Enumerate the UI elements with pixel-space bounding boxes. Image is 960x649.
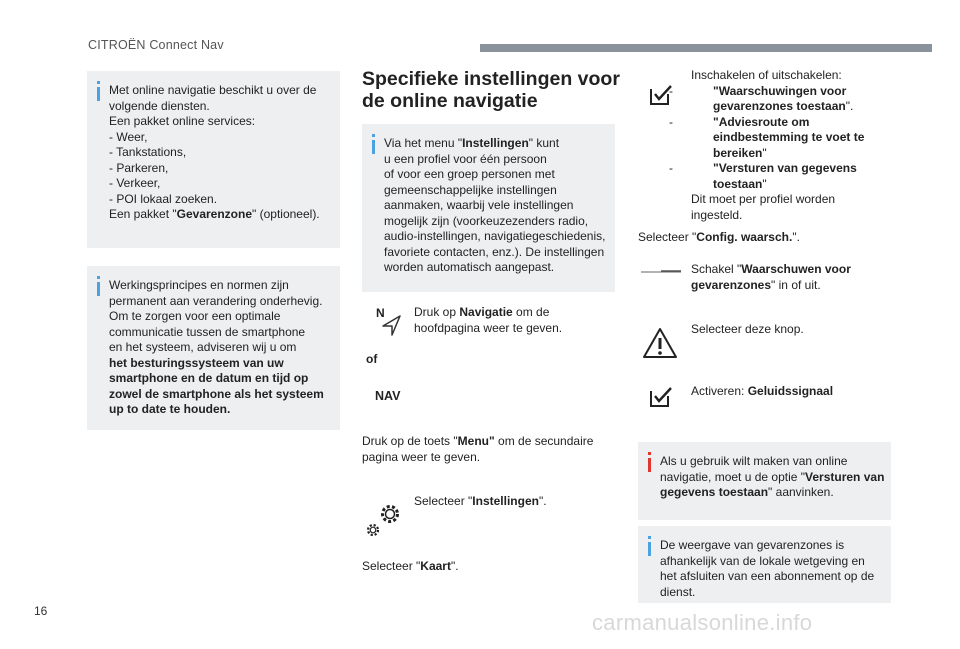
list-item: - Verkeer, xyxy=(109,176,161,190)
watermark: carmanualsonline.info xyxy=(592,610,813,635)
info-icon xyxy=(97,87,100,101)
info-icon xyxy=(648,542,651,556)
text-line: Met online navigatie beschikt u over de xyxy=(109,83,317,97)
text-line: of voor een groep personen met xyxy=(384,167,555,181)
step-select-map: Selecteer "Kaart". xyxy=(362,559,459,573)
text-line: mogelijk zijn (voorkeuzezenders radio, xyxy=(384,213,589,228)
step-activate-sound: Activeren: Geluidssignaal xyxy=(691,384,834,398)
text-line: audio-instellingen, navigatiegeschiedenis, xyxy=(384,229,606,243)
info-box-legislation xyxy=(638,526,891,603)
text-line: volgende diensten. xyxy=(109,98,210,113)
text-line: Een pakket "Gevarenzone" (optioneel). xyxy=(109,207,320,221)
settings-gears-icon xyxy=(365,498,407,540)
text-line: up to date te houden. xyxy=(109,402,231,416)
text-line: navigatie, moet u de optie "Versturen van xyxy=(660,469,885,484)
running-header: CITROËN Connect Nav xyxy=(88,38,224,52)
step-press-navigation: Druk op Navigatie om de hoofdpagina weer te geven. xyxy=(414,305,563,335)
text-line: Via het menu "Instellingen" kunt xyxy=(384,136,560,150)
info-box-settings xyxy=(362,124,615,292)
text-line: zowel de smartphone als het systeem xyxy=(109,386,324,401)
info-icon xyxy=(97,282,100,296)
text-line: Als u gebruik wilt maken van online xyxy=(660,454,848,468)
navigation-icon xyxy=(374,306,404,336)
text-line: u een profiel voor één persoon xyxy=(384,151,547,166)
text-line: Om te zorgen voor een optimale xyxy=(109,309,281,323)
text-line: De weergave van gevarenzones is xyxy=(660,538,845,552)
toggle-options: Inschakelen of uitschakelen: - "Waarschuwingen voor gevarenzones toestaan". - "Adviesroute om eindbestemming te voet te bereiken" - "Versturen van gegevens toestaan" Dit moet per profiel worden ingesteld. xyxy=(669,68,865,222)
list-item: - Weer, xyxy=(109,129,148,144)
text-line: worden automatisch aangepast. xyxy=(384,260,555,274)
warning-box-send-data xyxy=(638,442,891,520)
page-number: 16 xyxy=(34,604,48,618)
compass-north-label: N xyxy=(376,306,385,320)
text-line: Werkingsprincipes en normen zijn xyxy=(109,278,289,292)
step-select-settings: Selecteer "Instellingen". xyxy=(414,494,547,508)
info-icon xyxy=(372,140,375,154)
text-line: Een pakket online services: xyxy=(109,114,256,128)
step-select-button: Selecteer deze knop. xyxy=(691,322,804,336)
checkbox-check-icon xyxy=(649,386,673,408)
text-line: favoriete contacten, enz.). De instellingen xyxy=(384,244,605,259)
warning-triangle-icon xyxy=(641,326,679,360)
header-rule xyxy=(480,44,932,52)
warning-icon xyxy=(648,458,651,472)
step-switch-warning: Schakel "Waarschuwen voor gevarenzones" in of uit. xyxy=(691,262,851,292)
list-item: - Parkeren, xyxy=(109,160,169,175)
info-box-standards xyxy=(87,266,340,430)
text-line: het afsluiten van een abonnement op de xyxy=(660,569,875,583)
text-line: smartphone en de datum en tijd op xyxy=(109,371,309,385)
text-line: en het systeem, adviseren wij u om xyxy=(109,340,297,354)
step-press-menu: Druk op de toets "Menu" om de secundaire pagina weer te geven. xyxy=(362,434,594,464)
list-item: - Tankstations, xyxy=(109,145,187,159)
step-select-config: Selecteer "Config. waarsch.". xyxy=(638,230,800,244)
list-item: - POI lokaal zoeken. xyxy=(109,191,218,206)
text-line: communicatie tussen de smartphone xyxy=(109,324,306,339)
text-line: permanent aan verandering onderhevig. xyxy=(109,293,323,308)
or-label: of xyxy=(366,352,378,366)
nav-key-label: NAV xyxy=(375,389,401,403)
text-line: afhankelijk van de lokale wetgeving en xyxy=(660,553,865,568)
text-line: het besturingssysteem van uw xyxy=(109,355,284,370)
section-title: Specifieke instellingen voor de online navigatie xyxy=(362,68,620,112)
toggle-switch-icon xyxy=(639,266,683,278)
text-line: gegevens toestaan" aanvinken. xyxy=(660,485,834,499)
text-line: aanmaken, waarbij vele instellingen xyxy=(384,198,574,212)
text-line: dienst. xyxy=(660,584,696,599)
info-box-online-services xyxy=(87,71,340,248)
text-line: gemeenschappelijke instellingen xyxy=(384,182,557,197)
